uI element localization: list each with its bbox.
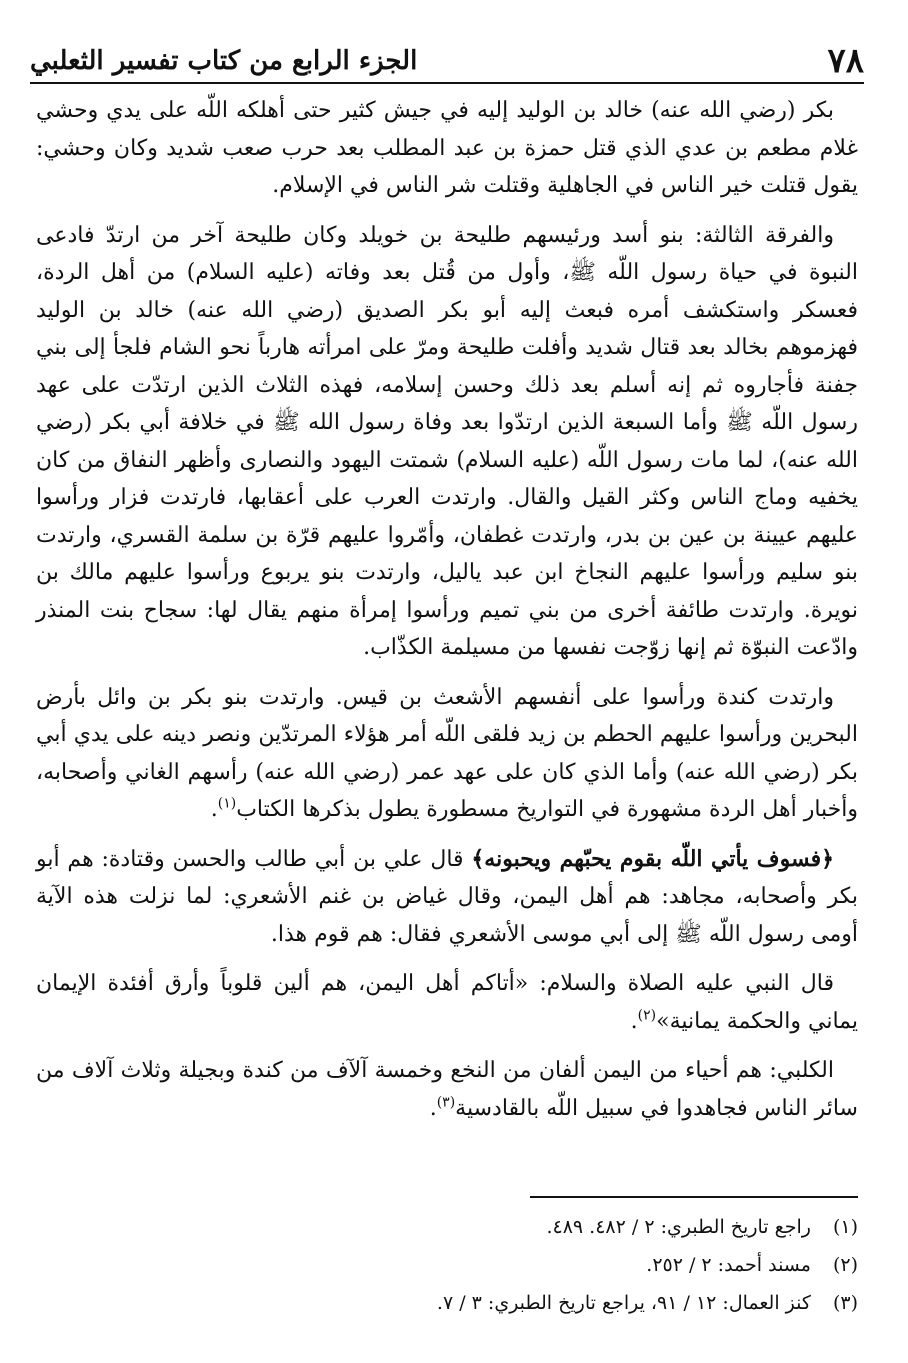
paragraph-1: بكر (رضي الله عنه) خالد بن الوليد إليه في جيش كثير حتى أهلكه اللّه على يدي وحشي غلام مطعم بن عدي الذي قتل حمزة بن عبد المطلب بعد حرب صعب شديد وكان وحشي: يقول قتلت خير الناس في الجاهلية وقتلت شر الناس في الإسلام. (36, 98, 858, 198)
footnote-ref-1: (١) (217, 795, 237, 812)
paragraph-2: والفرقة الثالثة: بنو أسد ورئيسهم طليحة بن خويلد وكان طليحة آخر من ارتدّ فادعى النبوة في حياة رسول اللّه ﷺ، وأول من قُتل بعد وفاته (عليه السلام) من أهل الردة، فعسكر واستكشف أمره فبعث إليه أبو بكر الصديق (رضي الله عنه) خالد بن الوليد فهزموهم بخالد بعد قتال شديد وأفلت طليحة ومرّ على امرأته هارباً نحو الشام فلجأ إلى بني جفنة فأجاروه ثم إنه أسلم بعد ذلك وحسن إسلامه، فهذه الثلاث الذين ارتدّت على عهد رسول اللّه ﷺ وأما السبعة الذين ارتدّوا بعد وفاة رسول الله ﷺ في خلافة أبي بكر (رضي الله عنه)، لما مات رسول اللّه (عليه السلام) شمتت اليهود والنصارى وأظهر النفاق من كان يخفيه وماج الناس وكثر القيل والقال. وارتدت العرب على أعقابها، فارتدت فزار ورأسوا عليهم عيينة بن عين بن بدر، وارتدت غطفان، وأمّروا عليهم قرّة بن سلمة القسري، وارتدت بنو سليم ورأسوا عليهم النجاخ ابن عبد ياليل، وارتدت بنو يربوع ورأسوا عليهم مالك بن نويرة. وارتدت طائفة أخرى من بني تميم ورأسوا إمرأة منهم يقال لها: سجاح بنت المنذر وادّعت النبوّة ثم إنها زوّجت نفسها من مسيلمة الكذّاب. (36, 222, 859, 660)
footnote-separator (530, 1196, 858, 1198)
paragraph-5: قال النبي عليه الصلاة والسلام: «أتاكم أهل اليمن، هم ألين قلوباً وأرق أفئدة الإيمان يماني والحكمة يمانية»$^{(٢)}$. (36, 971, 858, 1034)
paragraph-6: الكلبي: هم أحياء من اليمن ألفان من النخع وخمسة آلآف من كندة وبجيلة وثلاث آلاف من سائر الناس فجاهدوا في سبيل اللّه بالقادسية$^{(٣)}$. (36, 1058, 858, 1121)
page-header (30, 40, 864, 82)
paragraph-3: وارتدت كندة ورأسوا على أنفسهم الأشعث بن قيس. وارتدت بنو بكر بن وائل بأرض البحرين ورأسوا عليهم الحطم بن زيد فلقى اللّه أمر هؤلاء المرتدّين ونصر دينه على يدي أبي بكر (رضي الله عنه) وأما الذي كان على عهد عمر (رضي الله عنه) رأسهم الغاني وأصحابه، وأخبار أهل الردة مشهورة في التواريخ مسطورة يطول بذكرها الكتاب$^{(١)}$. (36, 684, 858, 822)
footnote-ref-3: (٣) (436, 1094, 456, 1111)
footnotes (36, 1208, 858, 1322)
running-title: الجزء الرابع من كتاب تفسير الثعلبي (30, 46, 418, 76)
header-rule (30, 82, 864, 84)
main-text (36, 92, 858, 1139)
footnote-2: (٢) مسند أحمد: ٢ / ٢٥٢. (646, 1254, 858, 1276)
paragraph-4: ﴿فسوف يأتي اللّه بقوم يحبّهم ويحبونه﴾ قال علي بن أبي طالب والحسن وقتادة: هم أبو بكر وأصحابه، مجاهد: هم أهل اليمن، وقال غياض بن غنم الأشعري: لما نزلت هذه الآية أومى رسول اللّه ﷺ إلى أبي موسى الأشعري فقال: هم قوم هذا. (36, 845, 858, 947)
footnote-3: (٣) كنز العمال: ١٢ / ٩١، يراجع تاريخ الطبري: ٣ / ٧. (436, 1292, 858, 1314)
footnote-ref-2: (٢) (637, 1007, 657, 1024)
footnote-1: (١) راجع تاريخ الطبري: ٢ / ٤٨٢. ٤٨٩. (546, 1216, 858, 1238)
page-number: ٧٨ (827, 41, 864, 81)
quran-verse: ﴿فسوف يأتي اللّه بقوم يحبّهم ويحبونه﴾ (471, 845, 834, 872)
